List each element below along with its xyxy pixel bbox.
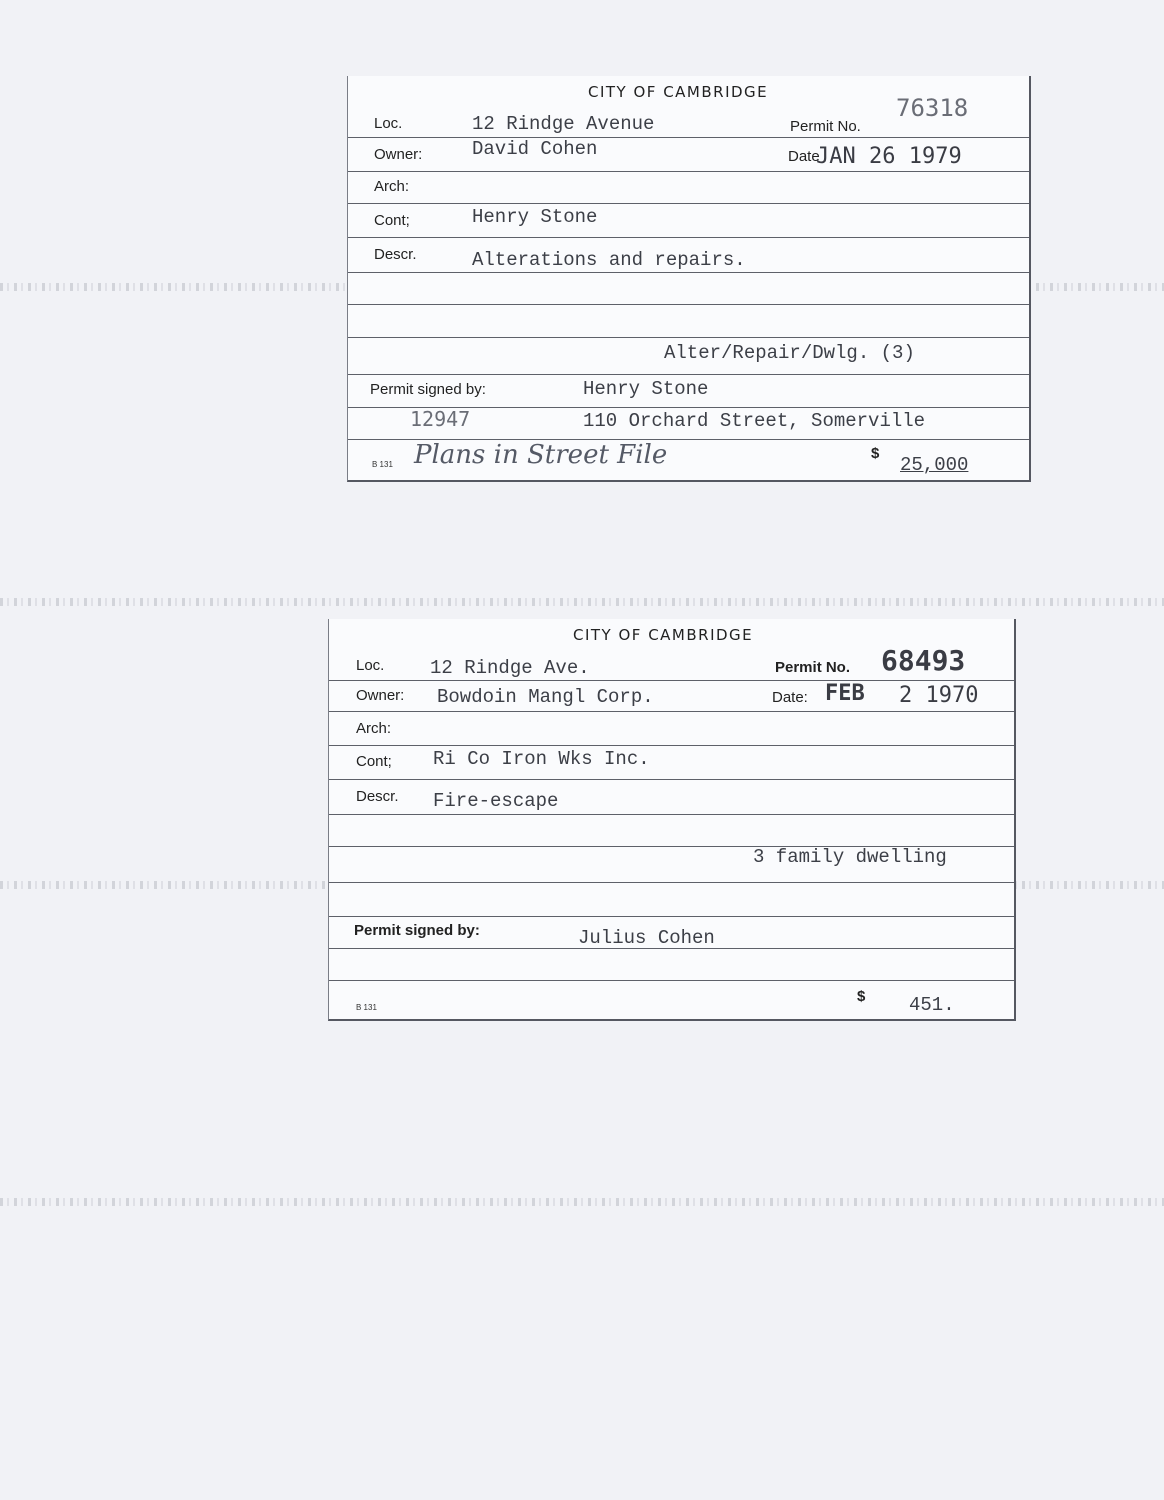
license-number: 12947	[410, 407, 471, 431]
address-value: 110 Orchard Street, Somerville	[583, 410, 926, 432]
loc-value: 12 Rindge Avenue	[472, 113, 655, 135]
cont-value: Ri Co Iron Wks Inc.	[433, 748, 650, 770]
descr-value: Alterations and repairs.	[472, 249, 746, 271]
arch-label: Arch:	[356, 720, 392, 737]
loc-label: Loc.	[374, 115, 403, 132]
date-stamp: JAN 26 1979	[816, 144, 962, 169]
form-number: B 131	[356, 1003, 377, 1012]
copy-streak	[0, 1198, 1164, 1206]
date-label: Date	[788, 148, 820, 165]
signed-by-label: Permit signed by:	[354, 922, 480, 939]
card-header: CITY OF CAMBRIDGE	[588, 83, 769, 101]
amount-value: 25,000	[900, 454, 969, 476]
loc-label: Loc.	[356, 657, 385, 674]
owner-label: Owner:	[374, 146, 423, 163]
permit-card-1979	[347, 76, 1031, 482]
owner-value: Bowdoin Mangl Corp.	[437, 686, 654, 708]
classification-value: Alter/Repair/Dwlg. (3)	[664, 342, 915, 364]
cont-value: Henry Stone	[472, 206, 598, 228]
owner-value: David Cohen	[472, 138, 598, 160]
form-number: B 131	[372, 460, 393, 469]
signed-by-value: Julius Cohen	[578, 927, 715, 949]
descr-label: Descr.	[356, 788, 399, 805]
descr-label: Descr.	[374, 246, 417, 263]
dollar-sign: $	[871, 445, 880, 462]
owner-label: Owner:	[356, 687, 405, 704]
date-month-stamp: FEB	[825, 681, 865, 706]
permit-card-1970	[328, 619, 1016, 1021]
permit-number-stamp: 76318	[896, 94, 969, 122]
dollar-sign: $	[857, 988, 866, 1005]
cont-label: Cont;	[356, 753, 392, 770]
amount-value: 451.	[909, 994, 955, 1016]
date-label: Date:	[772, 689, 808, 706]
signed-by-label: Permit signed by:	[370, 381, 486, 398]
permit-no-label: Permit No.	[790, 118, 861, 135]
handwritten-note: Plans in Street File	[414, 440, 668, 470]
loc-value: 12 Rindge Ave.	[430, 657, 590, 679]
permit-no-label: Permit No.	[775, 659, 851, 676]
card-header: CITY OF CAMBRIDGE	[573, 626, 754, 644]
date-stamp: 2 1970	[899, 683, 979, 708]
classification-value: 3 family dwelling	[753, 846, 947, 868]
copy-streak	[0, 598, 1164, 606]
descr-value: Fire-escape	[433, 790, 559, 812]
cont-label: Cont;	[374, 212, 410, 229]
signed-by-value: Henry Stone	[583, 378, 709, 400]
arch-label: Arch:	[374, 178, 410, 195]
permit-number-stamp: 68493	[881, 644, 966, 677]
